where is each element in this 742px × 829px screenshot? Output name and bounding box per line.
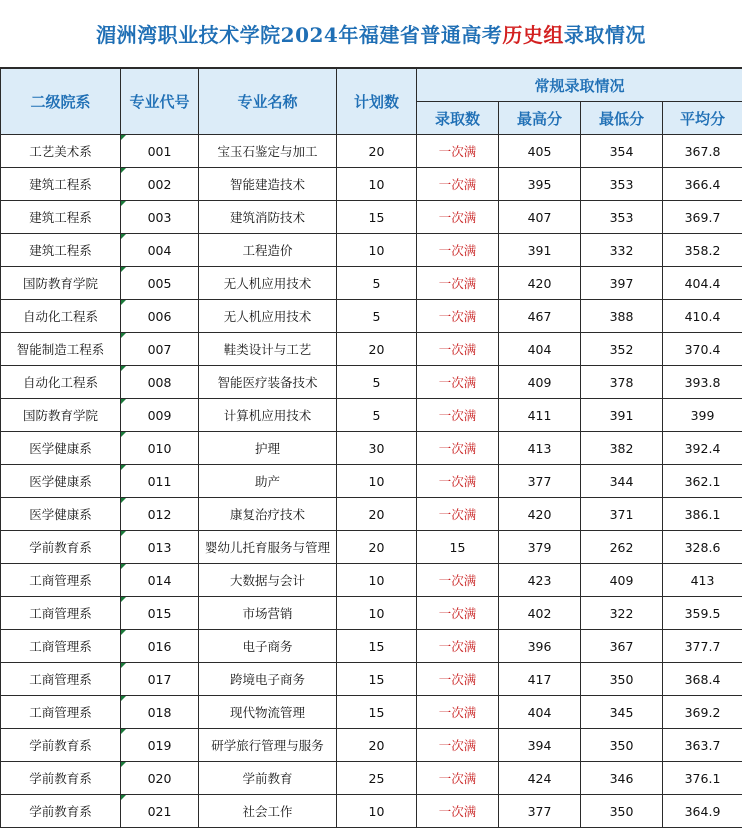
avg-cell: 413 <box>663 564 742 597</box>
admitted-cell: 一次满 <box>417 201 499 234</box>
code-value: 017 <box>147 671 172 687</box>
max-cell: 394 <box>499 729 581 762</box>
avg-cell: 376.1 <box>663 762 742 795</box>
admitted-cell: 一次满 <box>417 300 499 333</box>
dept-cell: 自动化工程系 <box>1 366 121 399</box>
max-cell: 391 <box>499 234 581 267</box>
admitted-cell: 一次满 <box>417 267 499 300</box>
code-value: 011 <box>147 473 172 489</box>
header-group: 常规录取情况 <box>417 69 742 102</box>
plan-cell: 15 <box>337 630 417 663</box>
title-after: 录取情况 <box>563 23 646 47</box>
major-cell: 智能医疗装备技术 <box>199 366 337 399</box>
admitted-cell: 一次满 <box>417 663 499 696</box>
max-cell: 407 <box>499 201 581 234</box>
dept-cell: 学前教育系 <box>1 762 121 795</box>
comment-marker-icon <box>121 267 126 272</box>
avg-cell: 410.4 <box>663 300 742 333</box>
code-cell <box>121 729 199 762</box>
table-row <box>1 564 742 597</box>
admitted-cell: 15 <box>417 531 499 564</box>
code-value: 020 <box>147 770 172 786</box>
admitted-cell: 一次满 <box>417 333 499 366</box>
code-cell <box>121 762 199 795</box>
code-value: 009 <box>147 407 172 423</box>
code-value: 008 <box>147 374 172 390</box>
comment-marker-icon <box>121 795 126 800</box>
plan-cell: 20 <box>337 498 417 531</box>
plan-cell: 15 <box>337 201 417 234</box>
avg-cell: 369.2 <box>663 696 742 729</box>
code-cell <box>121 366 199 399</box>
table-row <box>1 597 742 630</box>
min-cell: 388 <box>581 300 663 333</box>
max-cell: 396 <box>499 630 581 663</box>
admitted-cell: 一次满 <box>417 399 499 432</box>
major-cell: 学前教育 <box>199 762 337 795</box>
comment-marker-icon <box>121 333 126 338</box>
min-cell: 262 <box>581 531 663 564</box>
code-cell <box>121 333 199 366</box>
code-cell <box>121 795 199 828</box>
dept-cell: 学前教育系 <box>1 729 121 762</box>
avg-cell: 367.8 <box>663 135 742 168</box>
avg-cell: 370.4 <box>663 333 742 366</box>
header-dept: 二级院系 <box>1 69 121 135</box>
title-highlight: 历史组 <box>502 23 564 47</box>
dept-cell: 医学健康系 <box>1 465 121 498</box>
table-row <box>1 630 742 663</box>
code-value: 014 <box>147 572 172 588</box>
min-cell: 409 <box>581 564 663 597</box>
admission-table <box>0 68 742 828</box>
table-row <box>1 465 742 498</box>
table-row <box>1 696 742 729</box>
table-body <box>1 135 742 828</box>
min-cell: 332 <box>581 234 663 267</box>
table-row <box>1 762 742 795</box>
code-value: 018 <box>147 704 172 720</box>
header-major: 专业名称 <box>199 69 337 135</box>
major-cell: 无人机应用技术 <box>199 300 337 333</box>
avg-cell: 399 <box>663 399 742 432</box>
dept-cell: 建筑工程系 <box>1 234 121 267</box>
comment-marker-icon <box>121 168 126 173</box>
page-title <box>0 0 742 68</box>
dept-cell: 学前教育系 <box>1 795 121 828</box>
table-row <box>1 531 742 564</box>
major-cell: 电子商务 <box>199 630 337 663</box>
code-cell <box>121 564 199 597</box>
admitted-cell: 一次满 <box>417 366 499 399</box>
code-value: 001 <box>147 143 172 159</box>
plan-cell: 10 <box>337 234 417 267</box>
min-cell: 350 <box>581 729 663 762</box>
dept-cell: 国防教育学院 <box>1 267 121 300</box>
dept-cell: 工商管理系 <box>1 564 121 597</box>
max-cell: 377 <box>499 465 581 498</box>
dept-cell: 工商管理系 <box>1 696 121 729</box>
code-value: 005 <box>147 275 172 291</box>
table-row <box>1 234 742 267</box>
max-cell: 467 <box>499 300 581 333</box>
table-row <box>1 135 742 168</box>
max-cell: 404 <box>499 696 581 729</box>
table-row <box>1 498 742 531</box>
dept-cell: 工艺美术系 <box>1 135 121 168</box>
min-cell: 350 <box>581 663 663 696</box>
table-row <box>1 168 742 201</box>
code-cell <box>121 168 199 201</box>
major-cell: 研学旅行管理与服务 <box>199 729 337 762</box>
comment-marker-icon <box>121 762 126 767</box>
max-cell: 377 <box>499 795 581 828</box>
comment-marker-icon <box>121 300 126 305</box>
avg-cell: 386.1 <box>663 498 742 531</box>
code-cell <box>121 696 199 729</box>
max-cell: 395 <box>499 168 581 201</box>
plan-cell: 10 <box>337 597 417 630</box>
header-plan: 计划数 <box>337 69 417 135</box>
min-cell: 346 <box>581 762 663 795</box>
code-value: 002 <box>147 176 172 192</box>
comment-marker-icon <box>121 564 126 569</box>
plan-cell: 20 <box>337 135 417 168</box>
plan-cell: 5 <box>337 366 417 399</box>
max-cell: 420 <box>499 267 581 300</box>
header-min: 最低分 <box>581 102 663 135</box>
code-value: 006 <box>147 308 172 324</box>
min-cell: 353 <box>581 168 663 201</box>
dept-cell: 医学健康系 <box>1 498 121 531</box>
major-cell: 无人机应用技术 <box>199 267 337 300</box>
max-cell: 420 <box>499 498 581 531</box>
max-cell: 424 <box>499 762 581 795</box>
major-cell: 鞋类设计与工艺 <box>199 333 337 366</box>
avg-cell: 377.7 <box>663 630 742 663</box>
dept-cell: 建筑工程系 <box>1 201 121 234</box>
plan-cell: 10 <box>337 465 417 498</box>
code-cell <box>121 234 199 267</box>
plan-cell: 25 <box>337 762 417 795</box>
comment-marker-icon <box>121 729 126 734</box>
header-max: 最高分 <box>499 102 581 135</box>
major-cell: 护理 <box>199 432 337 465</box>
code-cell <box>121 498 199 531</box>
major-cell: 工程造价 <box>199 234 337 267</box>
code-value: 012 <box>147 506 172 522</box>
min-cell: 397 <box>581 267 663 300</box>
min-cell: 344 <box>581 465 663 498</box>
code-cell <box>121 399 199 432</box>
avg-cell: 358.2 <box>663 234 742 267</box>
comment-marker-icon <box>121 234 126 239</box>
min-cell: 345 <box>581 696 663 729</box>
major-cell: 康复治疗技术 <box>199 498 337 531</box>
max-cell: 413 <box>499 432 581 465</box>
max-cell: 405 <box>499 135 581 168</box>
code-cell <box>121 465 199 498</box>
code-cell <box>121 531 199 564</box>
plan-cell: 15 <box>337 696 417 729</box>
dept-cell: 智能制造工程系 <box>1 333 121 366</box>
plan-cell: 10 <box>337 168 417 201</box>
comment-marker-icon <box>121 465 126 470</box>
major-cell: 婴幼儿托育服务与管理 <box>199 531 337 564</box>
major-cell: 市场营销 <box>199 597 337 630</box>
comment-marker-icon <box>121 366 126 371</box>
dept-cell: 自动化工程系 <box>1 300 121 333</box>
admitted-cell: 一次满 <box>417 795 499 828</box>
code-cell <box>121 201 199 234</box>
table-row <box>1 729 742 762</box>
code-cell <box>121 135 199 168</box>
table-row <box>1 333 742 366</box>
comment-marker-icon <box>121 135 126 140</box>
comment-marker-icon <box>121 696 126 701</box>
admitted-cell: 一次满 <box>417 597 499 630</box>
min-cell: 378 <box>581 366 663 399</box>
comment-marker-icon <box>121 630 126 635</box>
avg-cell: 363.7 <box>663 729 742 762</box>
admitted-cell: 一次满 <box>417 498 499 531</box>
avg-cell: 362.1 <box>663 465 742 498</box>
comment-marker-icon <box>121 597 126 602</box>
dept-cell: 工商管理系 <box>1 630 121 663</box>
dept-cell: 建筑工程系 <box>1 168 121 201</box>
major-cell: 跨境电子商务 <box>199 663 337 696</box>
admitted-cell: 一次满 <box>417 762 499 795</box>
header-admitted: 录取数 <box>417 102 499 135</box>
max-cell: 417 <box>499 663 581 696</box>
avg-cell: 368.4 <box>663 663 742 696</box>
plan-cell: 5 <box>337 300 417 333</box>
major-cell: 社会工作 <box>199 795 337 828</box>
max-cell: 423 <box>499 564 581 597</box>
code-value: 003 <box>147 209 172 225</box>
admitted-cell: 一次满 <box>417 465 499 498</box>
code-value: 021 <box>147 803 172 819</box>
plan-cell: 5 <box>337 267 417 300</box>
min-cell: 382 <box>581 432 663 465</box>
table-row <box>1 795 742 828</box>
admitted-cell: 一次满 <box>417 234 499 267</box>
admitted-cell: 一次满 <box>417 432 499 465</box>
min-cell: 353 <box>581 201 663 234</box>
plan-cell: 20 <box>337 729 417 762</box>
major-cell: 建筑消防技术 <box>199 201 337 234</box>
table-row <box>1 432 742 465</box>
dept-cell: 工商管理系 <box>1 597 121 630</box>
table-row <box>1 300 742 333</box>
comment-marker-icon <box>121 498 126 503</box>
min-cell: 322 <box>581 597 663 630</box>
avg-cell: 328.6 <box>663 531 742 564</box>
code-value: 016 <box>147 638 172 654</box>
dept-cell: 国防教育学院 <box>1 399 121 432</box>
header-code: 专业代号 <box>121 69 199 135</box>
admitted-cell: 一次满 <box>417 564 499 597</box>
plan-cell: 10 <box>337 795 417 828</box>
max-cell: 404 <box>499 333 581 366</box>
major-cell: 助产 <box>199 465 337 498</box>
table-row <box>1 201 742 234</box>
code-cell <box>121 300 199 333</box>
plan-cell: 20 <box>337 333 417 366</box>
table-row <box>1 663 742 696</box>
comment-marker-icon <box>121 201 126 206</box>
comment-marker-icon <box>121 399 126 404</box>
max-cell: 379 <box>499 531 581 564</box>
max-cell: 409 <box>499 366 581 399</box>
avg-cell: 366.4 <box>663 168 742 201</box>
plan-cell: 10 <box>337 564 417 597</box>
title-before: 湄洲湾职业技术学院2024年福建省普通高考 <box>96 23 503 47</box>
table-row <box>1 366 742 399</box>
min-cell: 352 <box>581 333 663 366</box>
table-row <box>1 399 742 432</box>
admitted-cell: 一次满 <box>417 696 499 729</box>
avg-cell: 369.7 <box>663 201 742 234</box>
plan-cell: 30 <box>337 432 417 465</box>
dept-cell: 工商管理系 <box>1 663 121 696</box>
plan-cell: 15 <box>337 663 417 696</box>
table-row <box>1 267 742 300</box>
code-cell <box>121 597 199 630</box>
min-cell: 391 <box>581 399 663 432</box>
header-avg: 平均分 <box>663 102 742 135</box>
admitted-cell: 一次满 <box>417 630 499 663</box>
code-value: 007 <box>147 341 172 357</box>
min-cell: 371 <box>581 498 663 531</box>
comment-marker-icon <box>121 663 126 668</box>
code-value: 010 <box>147 440 172 456</box>
avg-cell: 392.4 <box>663 432 742 465</box>
code-cell <box>121 630 199 663</box>
avg-cell: 359.5 <box>663 597 742 630</box>
major-cell: 大数据与会计 <box>199 564 337 597</box>
major-cell: 智能建造技术 <box>199 168 337 201</box>
code-cell <box>121 432 199 465</box>
min-cell: 367 <box>581 630 663 663</box>
dept-cell: 学前教育系 <box>1 531 121 564</box>
min-cell: 350 <box>581 795 663 828</box>
code-value: 019 <box>147 737 172 753</box>
plan-cell: 5 <box>337 399 417 432</box>
admitted-cell: 一次满 <box>417 135 499 168</box>
avg-cell: 364.9 <box>663 795 742 828</box>
admitted-cell: 一次满 <box>417 168 499 201</box>
major-cell: 现代物流管理 <box>199 696 337 729</box>
comment-marker-icon <box>121 531 126 536</box>
avg-cell: 393.8 <box>663 366 742 399</box>
avg-cell: 404.4 <box>663 267 742 300</box>
max-cell: 402 <box>499 597 581 630</box>
code-value: 015 <box>147 605 172 621</box>
plan-cell: 20 <box>337 531 417 564</box>
code-cell <box>121 267 199 300</box>
min-cell: 354 <box>581 135 663 168</box>
code-value: 013 <box>147 539 172 555</box>
code-value: 004 <box>147 242 172 258</box>
dept-cell: 医学健康系 <box>1 432 121 465</box>
comment-marker-icon <box>121 432 126 437</box>
major-cell: 宝玉石鉴定与加工 <box>199 135 337 168</box>
major-cell: 计算机应用技术 <box>199 399 337 432</box>
admitted-cell: 一次满 <box>417 729 499 762</box>
max-cell: 411 <box>499 399 581 432</box>
code-cell <box>121 663 199 696</box>
